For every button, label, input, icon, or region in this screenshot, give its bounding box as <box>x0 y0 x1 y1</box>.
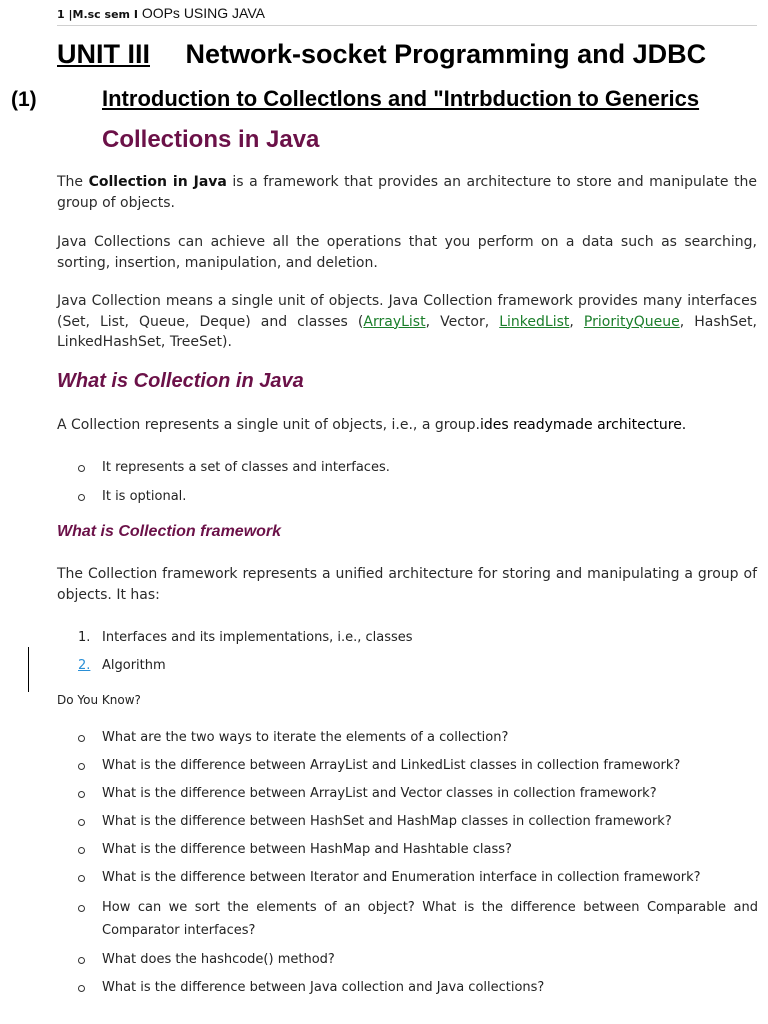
question-text: What is the difference between Iterator and Enumeration interface in collection framework? <box>102 870 701 885</box>
para3-mid1: , Vector, <box>425 313 500 330</box>
list-item <box>78 812 758 832</box>
linkedlist-link[interactable]: LinkedList <box>499 313 570 330</box>
list-item <box>78 487 758 507</box>
paragraph-operations: Java Collections can achieve all the operations that you perform on a data such as searching, sorting, insertion, manipulation, and deletion. <box>57 234 757 271</box>
page-number-info: 1 |M.sc sem I <box>57 8 138 21</box>
text-cursor <box>28 647 29 692</box>
bullet-circle-icon <box>78 985 85 992</box>
question-text: What are the two ways to iterate the elements of a collection? <box>102 730 509 745</box>
para1-pre: The <box>57 174 89 190</box>
list-item <box>78 628 758 648</box>
question-text: What does the hashcode() method? <box>102 952 335 967</box>
para3-pre: Java Collection means a single unit of objects. Java Collection framework provides many interfaces (Set, List, Queue, Deque) and classes ( <box>57 293 757 330</box>
bullet-circle-icon <box>78 905 85 912</box>
unit-title-line <box>57 39 706 70</box>
bullet-circle-icon <box>78 763 85 770</box>
list-item <box>78 756 758 776</box>
bullet-circle-icon <box>78 735 85 742</box>
bullet-circle-icon <box>78 494 85 501</box>
question-text: How can we sort the elements of an object? What is the difference between Comparable and Comparator interfaces? <box>102 900 758 938</box>
question-text: What is the difference between ArrayList and Vector classes in collection framework? <box>102 786 657 801</box>
list-item <box>78 728 758 748</box>
list-item <box>78 656 758 676</box>
list-item <box>78 868 758 888</box>
page-header <box>57 5 757 26</box>
list-item <box>78 458 758 478</box>
priorityqueue-link[interactable]: PriorityQueue <box>583 313 680 330</box>
section-heading: Introduction to Collectlons and "Intrbduction to Generics <box>102 86 700 111</box>
item-number: 1. <box>78 630 91 645</box>
collection-framework-heading: What is Collection framework <box>57 523 282 540</box>
bullet-circle-icon <box>78 847 85 854</box>
para1-post: is a framework that provides an architecture to store and manipulate the group of objects. <box>57 174 757 211</box>
question-text: What is the difference between HashSet and HashMap classes in collection framework? <box>102 814 672 829</box>
paragraph-interfaces <box>57 291 757 353</box>
question-text: What is the difference between HashMap and Hashtable class? <box>102 842 512 857</box>
question-text: What is the difference between Java collection and Java collections? <box>102 980 545 995</box>
collection-definition <box>57 415 757 436</box>
do-you-know-questions <box>78 728 758 998</box>
bullet-circle-icon <box>78 791 85 798</box>
definition-text-a: A Collection represents a single unit of objects, i.e., a group. <box>57 417 480 433</box>
para3-post: , HashSet, LinkedHashSet, TreeSet). <box>57 313 757 350</box>
list-item <box>78 840 758 860</box>
question-text: What is the difference between ArrayList and LinkedList classes in collection framework? <box>102 758 681 773</box>
para3-mid2: , <box>569 313 584 330</box>
item-text: Interfaces and its implementations, i.e., classes <box>102 630 413 645</box>
bullet-text: It represents a set of classes and interfaces. <box>102 460 390 475</box>
bullet-circle-icon <box>78 875 85 882</box>
bullet-text: It is optional. <box>102 489 187 504</box>
collection-bullets <box>78 458 758 507</box>
bullet-circle-icon <box>78 819 85 826</box>
framework-description: The Collection framework represents a unified architecture for storing and manipulating a group of objects. It has: <box>57 566 757 603</box>
bullet-circle-icon <box>78 957 85 964</box>
list-item <box>78 950 758 970</box>
do-you-know-label: Do You Know? <box>57 693 141 707</box>
item-text: Algorithm <box>102 658 166 673</box>
paragraph-intro <box>57 172 757 213</box>
para1-bold: Collection in Java <box>88 174 227 190</box>
unit-title: Network-socket Programming and JDBC <box>185 39 707 69</box>
definition-text-b: ides readymade architecture. <box>479 417 687 433</box>
item-number[interactable]: 2. <box>78 658 91 673</box>
framework-numbered-list <box>78 628 758 676</box>
list-item <box>78 784 758 804</box>
course-title: OOPs USING JAVA <box>141 5 265 21</box>
list-item <box>78 978 758 998</box>
list-item <box>78 896 758 942</box>
section-number: (1) <box>11 88 37 111</box>
what-is-collection-heading: What is Collection in Java <box>57 370 304 392</box>
unit-label: UNIT III <box>57 39 150 69</box>
bullet-circle-icon <box>78 465 85 472</box>
section-subheading: Collections in Java <box>102 126 320 153</box>
arraylist-link[interactable]: ArrayList <box>363 313 426 330</box>
